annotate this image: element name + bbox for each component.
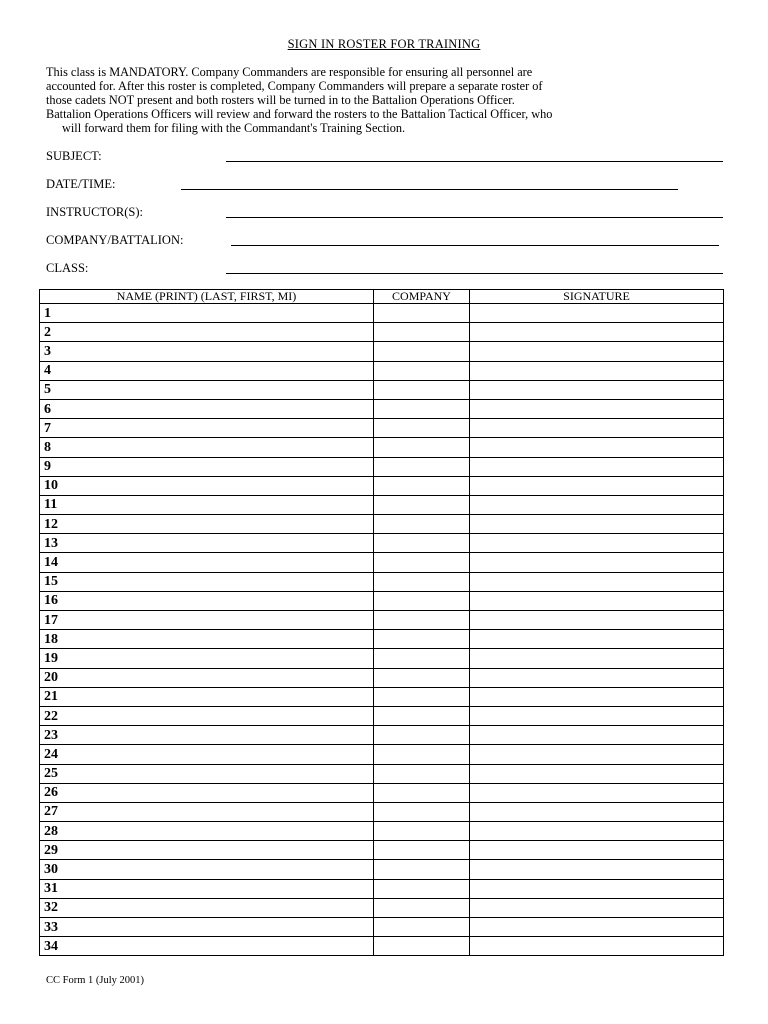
signature-cell[interactable] bbox=[470, 553, 724, 572]
instructions-line: Battalion Operations Officers will review and forward the rosters to the Battalion Tactical Officer, who bbox=[46, 107, 553, 121]
form-footer: CC Form 1 (July 2001) bbox=[46, 975, 145, 986]
name-cell[interactable]: 10 bbox=[40, 476, 374, 495]
company-cell[interactable] bbox=[374, 879, 470, 898]
company-cell[interactable] bbox=[374, 918, 470, 937]
instructors-line[interactable] bbox=[226, 217, 723, 218]
signature-cell[interactable] bbox=[470, 630, 724, 649]
table-row bbox=[40, 380, 724, 399]
table-row bbox=[40, 898, 724, 917]
signature-cell[interactable] bbox=[470, 438, 724, 457]
table-row bbox=[40, 841, 724, 860]
name-cell[interactable]: 7 bbox=[40, 419, 374, 438]
signature-cell[interactable] bbox=[470, 898, 724, 917]
signature-cell[interactable] bbox=[470, 764, 724, 783]
signature-cell[interactable] bbox=[470, 419, 724, 438]
signature-cell[interactable] bbox=[470, 841, 724, 860]
name-cell[interactable]: 1 bbox=[40, 304, 374, 323]
company-cell[interactable] bbox=[374, 515, 470, 534]
table-row bbox=[40, 553, 724, 572]
signature-cell[interactable] bbox=[470, 457, 724, 476]
name-cell[interactable]: 11 bbox=[40, 495, 374, 514]
table-row bbox=[40, 591, 724, 610]
name-cell[interactable]: 20 bbox=[40, 668, 374, 687]
signature-cell[interactable] bbox=[470, 918, 724, 937]
table-row bbox=[40, 822, 724, 841]
name-cell[interactable]: 32 bbox=[40, 898, 374, 917]
form-title: SIGN IN ROSTER FOR TRAINING bbox=[287, 37, 481, 51]
table-row bbox=[40, 572, 724, 591]
name-cell[interactable]: 6 bbox=[40, 399, 374, 418]
table-row bbox=[40, 726, 724, 745]
signature-cell[interactable] bbox=[470, 860, 724, 879]
company-cell[interactable] bbox=[374, 534, 470, 553]
name-cell[interactable]: 3 bbox=[40, 342, 374, 361]
company-cell[interactable] bbox=[374, 649, 470, 668]
signature-cell[interactable] bbox=[470, 572, 724, 591]
signature-cell[interactable] bbox=[470, 323, 724, 342]
signature-cell[interactable] bbox=[470, 476, 724, 495]
table-row bbox=[40, 323, 724, 342]
name-cell[interactable]: 16 bbox=[40, 591, 374, 610]
name-cell[interactable]: 22 bbox=[40, 706, 374, 725]
table-row bbox=[40, 457, 724, 476]
company-cell[interactable] bbox=[374, 630, 470, 649]
name-cell[interactable]: 5 bbox=[40, 380, 374, 399]
company-cell[interactable] bbox=[374, 591, 470, 610]
roster-body bbox=[40, 304, 724, 956]
company-cell[interactable] bbox=[374, 726, 470, 745]
company-cell[interactable] bbox=[374, 419, 470, 438]
name-cell[interactable]: 15 bbox=[40, 572, 374, 591]
name-cell[interactable]: 33 bbox=[40, 918, 374, 937]
signature-cell[interactable] bbox=[470, 687, 724, 706]
subject-line[interactable] bbox=[226, 161, 723, 162]
table-row bbox=[40, 361, 724, 380]
name-column-header: NAME (PRINT) (LAST, FIRST, MI) bbox=[40, 290, 374, 304]
name-cell[interactable]: 17 bbox=[40, 611, 374, 630]
company-cell[interactable] bbox=[374, 841, 470, 860]
signature-column-header: SIGNATURE bbox=[470, 290, 724, 304]
company-cell[interactable] bbox=[374, 611, 470, 630]
company-battalion-line[interactable] bbox=[231, 245, 719, 246]
datetime-line[interactable] bbox=[181, 189, 678, 190]
signature-cell[interactable] bbox=[470, 534, 724, 553]
name-cell[interactable]: 8 bbox=[40, 438, 374, 457]
company-cell[interactable] bbox=[374, 438, 470, 457]
table-row bbox=[40, 937, 724, 956]
instructions-line: those cadets NOT present and both rosters will be turned in to the Battalion Operations Officer. bbox=[46, 93, 515, 107]
company-cell[interactable] bbox=[374, 495, 470, 514]
company-cell[interactable] bbox=[374, 323, 470, 342]
roster-table bbox=[39, 289, 724, 956]
name-cell[interactable]: 28 bbox=[40, 822, 374, 841]
signature-cell[interactable] bbox=[470, 668, 724, 687]
company-cell[interactable] bbox=[374, 553, 470, 572]
company-cell[interactable] bbox=[374, 572, 470, 591]
name-cell[interactable]: 9 bbox=[40, 457, 374, 476]
signature-cell[interactable] bbox=[470, 380, 724, 399]
table-row bbox=[40, 495, 724, 514]
name-cell[interactable]: 24 bbox=[40, 745, 374, 764]
class-line[interactable] bbox=[226, 273, 723, 274]
table-row bbox=[40, 668, 724, 687]
name-cell[interactable]: 21 bbox=[40, 687, 374, 706]
name-cell[interactable]: 26 bbox=[40, 783, 374, 802]
name-cell[interactable]: 25 bbox=[40, 764, 374, 783]
name-cell[interactable]: 27 bbox=[40, 802, 374, 821]
signature-cell[interactable] bbox=[470, 399, 724, 418]
datetime-label: DATE/TIME: bbox=[46, 177, 116, 191]
name-cell[interactable]: 23 bbox=[40, 726, 374, 745]
name-cell[interactable]: 29 bbox=[40, 841, 374, 860]
company-cell[interactable] bbox=[374, 783, 470, 802]
signature-cell[interactable] bbox=[470, 726, 724, 745]
name-cell[interactable]: 30 bbox=[40, 860, 374, 879]
table-row bbox=[40, 611, 724, 630]
instructions-line: accounted for. After this roster is completed, Company Commanders will prepare a separate roster of bbox=[46, 79, 543, 93]
signature-cell[interactable] bbox=[470, 611, 724, 630]
signature-cell[interactable] bbox=[470, 745, 724, 764]
signature-cell[interactable] bbox=[470, 783, 724, 802]
table-row bbox=[40, 630, 724, 649]
company-cell[interactable] bbox=[374, 361, 470, 380]
company-cell[interactable] bbox=[374, 687, 470, 706]
name-cell[interactable]: 13 bbox=[40, 534, 374, 553]
table-row bbox=[40, 879, 724, 898]
table-row bbox=[40, 783, 724, 802]
signature-cell[interactable] bbox=[470, 706, 724, 725]
instructions-line: This class is MANDATORY. Company Commanders are responsible for ensuring all personnel are bbox=[46, 65, 533, 79]
company-cell[interactable] bbox=[374, 822, 470, 841]
name-cell[interactable]: 31 bbox=[40, 879, 374, 898]
instructions-paragraph bbox=[46, 65, 726, 135]
signature-cell[interactable] bbox=[470, 822, 724, 841]
signature-cell[interactable] bbox=[470, 495, 724, 514]
name-cell[interactable]: 19 bbox=[40, 649, 374, 668]
table-row bbox=[40, 419, 724, 438]
signature-cell[interactable] bbox=[470, 342, 724, 361]
table-row bbox=[40, 745, 724, 764]
company-cell[interactable] bbox=[374, 802, 470, 821]
company-cell[interactable] bbox=[374, 706, 470, 725]
table-row bbox=[40, 342, 724, 361]
subject-label: SUBJECT: bbox=[46, 149, 102, 163]
table-row bbox=[40, 438, 724, 457]
table-row bbox=[40, 534, 724, 553]
table-row bbox=[40, 304, 724, 323]
company-cell[interactable] bbox=[374, 668, 470, 687]
company-cell[interactable] bbox=[374, 764, 470, 783]
table-row bbox=[40, 399, 724, 418]
roster-header-row bbox=[40, 290, 724, 304]
company-cell[interactable] bbox=[374, 342, 470, 361]
signature-cell[interactable] bbox=[470, 591, 724, 610]
table-row bbox=[40, 515, 724, 534]
table-row bbox=[40, 860, 724, 879]
name-cell[interactable]: 2 bbox=[40, 323, 374, 342]
company-cell[interactable] bbox=[374, 898, 470, 917]
name-cell[interactable]: 12 bbox=[40, 515, 374, 534]
company-cell[interactable] bbox=[374, 476, 470, 495]
name-cell[interactable]: 14 bbox=[40, 553, 374, 572]
table-row bbox=[40, 476, 724, 495]
company-battalion-label: COMPANY/BATTALION: bbox=[46, 233, 184, 247]
company-cell[interactable] bbox=[374, 937, 470, 956]
class-label: CLASS: bbox=[46, 261, 89, 275]
table-row bbox=[40, 918, 724, 937]
company-cell[interactable] bbox=[374, 860, 470, 879]
signature-cell[interactable] bbox=[470, 361, 724, 380]
name-cell[interactable]: 18 bbox=[40, 630, 374, 649]
signature-cell[interactable] bbox=[470, 515, 724, 534]
company-cell[interactable] bbox=[374, 399, 470, 418]
company-cell[interactable] bbox=[374, 457, 470, 476]
signature-cell[interactable] bbox=[470, 304, 724, 323]
name-cell[interactable]: 4 bbox=[40, 361, 374, 380]
instructors-label: INSTRUCTOR(S): bbox=[46, 205, 144, 219]
signature-cell[interactable] bbox=[470, 649, 724, 668]
table-row bbox=[40, 764, 724, 783]
company-cell[interactable] bbox=[374, 304, 470, 323]
table-row bbox=[40, 706, 724, 725]
table-row bbox=[40, 687, 724, 706]
signature-cell[interactable] bbox=[470, 879, 724, 898]
name-cell[interactable]: 34 bbox=[40, 937, 374, 956]
signature-cell[interactable] bbox=[470, 937, 724, 956]
table-row bbox=[40, 802, 724, 821]
company-cell[interactable] bbox=[374, 380, 470, 399]
table-row bbox=[40, 649, 724, 668]
instructions-line: will forward them for filing with the Commandant's Training Section. bbox=[62, 121, 406, 135]
company-cell[interactable] bbox=[374, 745, 470, 764]
signature-cell[interactable] bbox=[470, 802, 724, 821]
company-column-header: COMPANY bbox=[374, 290, 470, 304]
